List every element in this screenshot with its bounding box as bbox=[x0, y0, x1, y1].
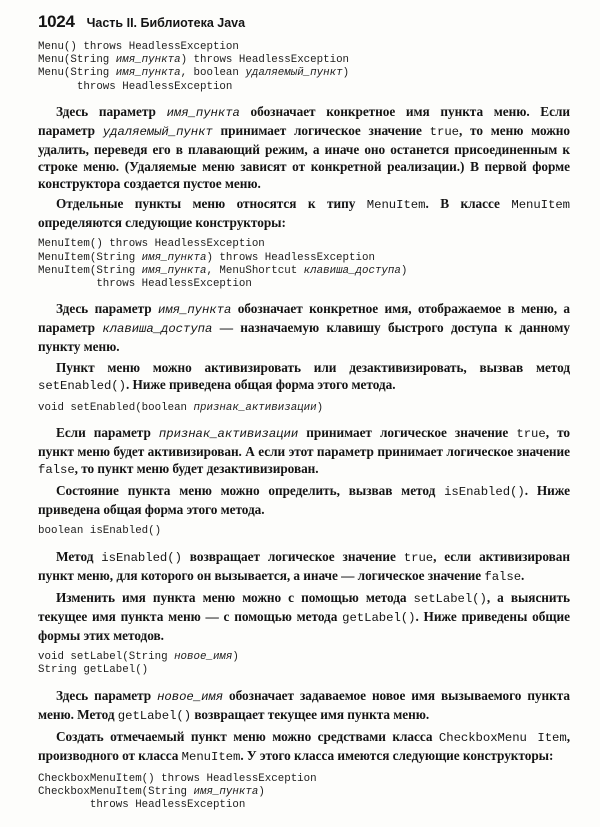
code-param: имя_пункта bbox=[115, 67, 181, 80]
code-line: throws HeadlessException bbox=[38, 278, 252, 291]
paragraph-menu-params: Здесь параметр имя_пункта обозначает конкретное имя пункта меню. Если параметр удаляемый_пункт принимает логическое значение true, то меню можно удалить, переведя его в плавающий режим, а иначе оно останется присоединенным к строке меню. (Удаляемые меню зависят от конкретной реализации.) В первой форме конструктора создается пустое меню. bbox=[38, 103, 571, 192]
inline-code: MenuItem bbox=[511, 198, 570, 213]
inline-code: isEnabled() bbox=[444, 485, 525, 500]
code-param: клавиша_доступа bbox=[303, 264, 401, 277]
running-head: Часть II. Библиотека Java bbox=[86, 16, 246, 30]
code-line: Menu() throws HeadlessException bbox=[38, 41, 239, 53]
inline-code: getLabel() bbox=[342, 610, 416, 625]
code-param: признак_активизации bbox=[193, 401, 317, 414]
inline-code: MenuItem bbox=[366, 198, 426, 213]
code-line: MenuItem(String имя_пункта, MenuShortcut клавиша_доступа) bbox=[38, 264, 408, 277]
inline-param: признак_активизации bbox=[158, 426, 299, 441]
code-param: удаляемый_пункт bbox=[245, 67, 343, 80]
code-checkbox-constructors bbox=[38, 773, 570, 813]
paragraph-setenabled-intro: Пункт меню можно активизировать или дезактивизировать, вызвав метод setEnabled(). Ниже приведена общая форма этого метода. bbox=[38, 359, 570, 393]
inline-code: false bbox=[38, 463, 75, 478]
inline-code: setLabel() bbox=[413, 591, 487, 606]
code-param: новое_имя bbox=[174, 651, 233, 664]
code-param: имя_пункта bbox=[141, 264, 207, 277]
code-line: void setEnabled(boolean признак_активизации) bbox=[38, 401, 324, 414]
code-line: throws HeadlessException bbox=[38, 799, 246, 812]
paragraph-isenabled-intro: Состояние пункта меню можно определить, вызвав метод isEnabled(). Ниже приведена общая форма этого метода. bbox=[38, 483, 570, 518]
paragraph-menuitem-intro: Отдельные пункты меню относятся к типу MenuItem. В классе MenuItem определяются следующие конструкторы: bbox=[38, 196, 570, 231]
paragraph-isenabled-explain: Метод isEnabled() возвращает логическое значение true, если активизирован пункт меню, для которого он вызывается, а иначе — логическое значение false. bbox=[38, 548, 570, 584]
inline-code: true bbox=[516, 426, 546, 441]
code-param: имя_пункта bbox=[193, 786, 259, 799]
inline-code: true bbox=[429, 124, 459, 139]
inline-code: true bbox=[403, 550, 434, 565]
page-number: 1024 bbox=[38, 12, 75, 31]
inline-param: имя_пункта bbox=[166, 105, 240, 120]
paragraph-checkbox-intro: Создать отмечаемый пункт меню можно средствами класса CheckboxMenu Item, производного от класса MenuItem. У этого класса имеются следующие конструкторы: bbox=[38, 728, 570, 764]
code-label-methods bbox=[38, 651, 570, 677]
paragraph-setenabled-explain: Если параметр признак_активизации принимает логическое значение true, то пункт меню будет активизирован. А если этот параметр принимает логическое значение false, то пункт меню будет дезактивизирован. bbox=[38, 424, 570, 478]
inline-code: setEnabled() bbox=[38, 378, 126, 393]
code-menuitem-constructors bbox=[38, 238, 570, 291]
inline-param: новое_имя bbox=[157, 689, 224, 704]
paragraph-menuitem-params: Здесь параметр имя_пункта обозначает конкретное имя, отображаемое в меню, а параметр клавиша_доступа — назначаемую клавишу быстрого доступа к данному пункту меню. bbox=[38, 301, 570, 355]
code-setenabled bbox=[38, 402, 570, 415]
inline-code: MenuItem bbox=[181, 749, 241, 764]
code-param: имя_пункта bbox=[141, 251, 207, 264]
paragraph-label-methods-intro: Изменить имя пункта меню можно с помощью метода setLabel(), а выяснить текущее имя пункта меню — с помощью метода getLabel(). Ниже приведены общие формы этих методов. bbox=[38, 589, 570, 643]
code-line: throws HeadlessException bbox=[38, 80, 233, 93]
code-line: Menu(String имя_пункта) throws HeadlessException bbox=[38, 54, 350, 67]
code-line: CheckboxMenuItem() throws HeadlessException bbox=[38, 772, 317, 785]
inline-code: CheckboxMenu Item bbox=[438, 730, 567, 745]
page-header bbox=[38, 12, 570, 32]
code-isenabled bbox=[38, 525, 570, 538]
code-line: MenuItem() throws HeadlessException bbox=[38, 238, 265, 251]
code-line: String getLabel() bbox=[38, 664, 149, 677]
code-line: CheckboxMenuItem(String имя_пункта) bbox=[38, 786, 265, 799]
paragraph-label-explain: Здесь параметр новое_имя обозначает задаваемое новое имя вызываемого пункта меню. Метод getLabel() возвращает текущее имя пункта меню. bbox=[38, 687, 570, 723]
code-param: имя_пункта bbox=[115, 54, 181, 67]
code-menu-constructors bbox=[38, 41, 570, 94]
inline-param: клавиша_доступа bbox=[102, 322, 213, 337]
inline-param: удаляемый_пункт bbox=[102, 124, 213, 139]
inline-code: false bbox=[484, 569, 522, 584]
code-line: MenuItem(String имя_пункта) throws HeadlessException bbox=[38, 251, 375, 264]
code-line: Menu(String имя_пункта, boolean удаляемый_пункт) bbox=[38, 67, 350, 80]
inline-code: isEnabled() bbox=[101, 550, 182, 565]
inline-code: getLabel() bbox=[117, 708, 192, 723]
code-line: boolean isEnabled() bbox=[38, 525, 162, 538]
inline-param: имя_пункта bbox=[158, 303, 232, 318]
code-line: void setLabel(String новое_имя) bbox=[38, 651, 239, 664]
